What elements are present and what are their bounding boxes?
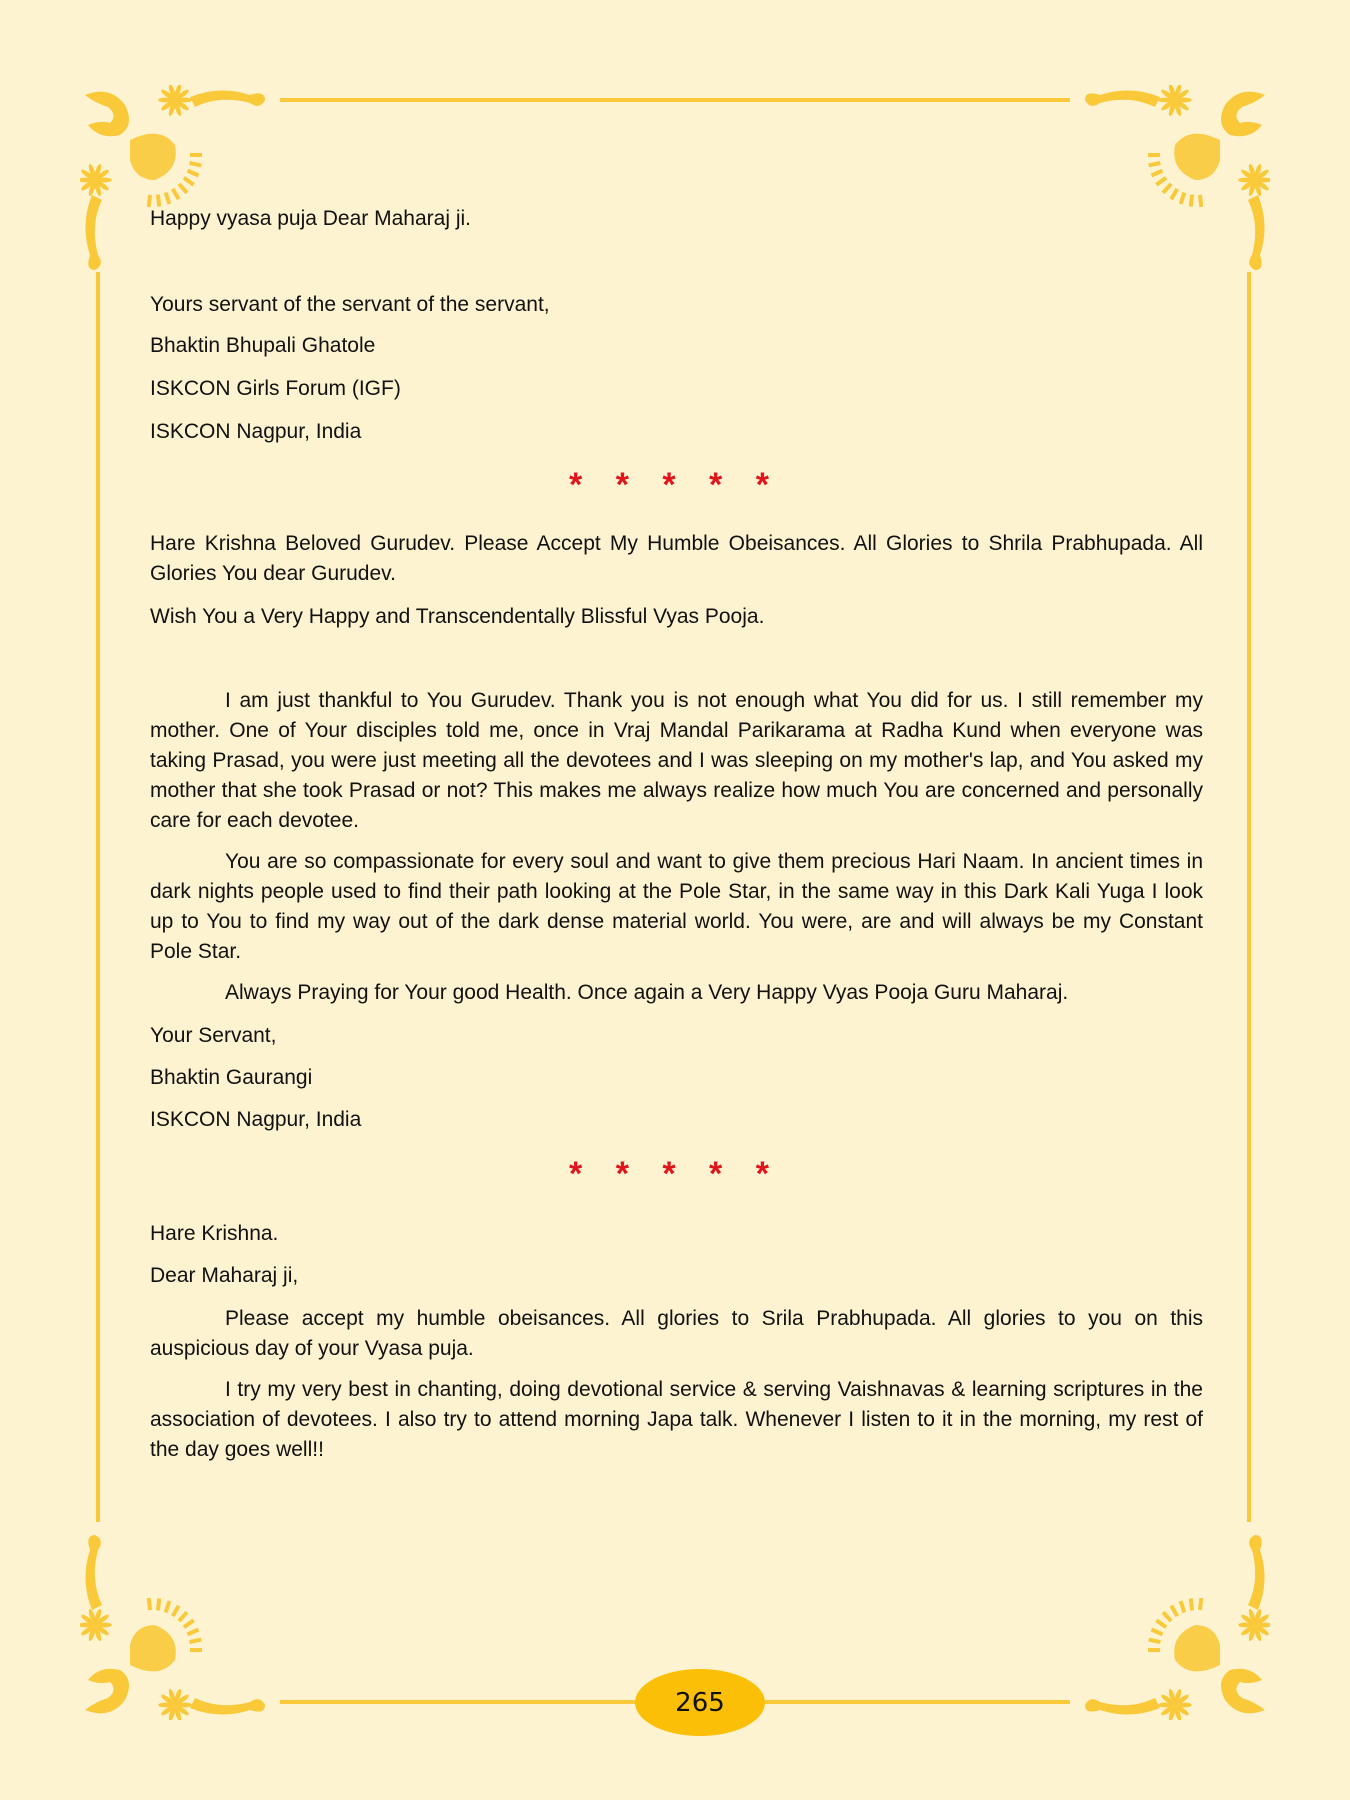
paragraph: You are so compassionate for every soul and want to give them precious Hari Naam. In ancient times in dark nights people used to find their path looking at the Pole Star, in the same way in this Dark Kali Yuga I look up to You to find my way out of the dark dense material world. You were, are and will always be my Constant Pole Star.: [150, 850, 1203, 963]
corner-ornament-icon: [80, 85, 280, 285]
paragraph: I try my very best in chanting, doing devotional service & serving Vaishnavas & learning scriptures in the association of devotees. I also try to attend morning Japa talk. Whenever I listen to it in the morning, my rest of the day goes well!!: [150, 1378, 1203, 1461]
signature-name: Bhaktin Bhupali Ghatole: [150, 334, 376, 357]
page-number: [635, 1669, 765, 1736]
paragraph: I am just thankful to You Gurudev. Thank you is not enough what You did for us. I still remember my mother. One of Your disciples told me, once in Vraj Mandal Parikarama at Radha Kund when everyone was taking Prasad, you were just meeting all the devotees and I was sleeping on my mother's lap, and You asked my mother that she took Prasad or not? This makes me always realize how much You are concerned and personally care for each devotee.: [150, 689, 1203, 832]
border-left: [96, 272, 100, 1522]
signature-place: ISKCON Nagpur, India: [150, 420, 362, 443]
closing: Your Servant,: [150, 1024, 277, 1047]
corner-ornament-icon: [80, 1520, 280, 1720]
opening: Hare Krishna Beloved Gurudev. Please Accept My Humble Obeisances. All Glories to Shrila Prabhupada. All Glories You dear Gurudev.: [150, 532, 1203, 585]
paragraph: Please accept my humble obeisances. All glories to Srila Prabhupada. All glories to you on this auspicious day of your Vyasa puja.: [150, 1307, 1203, 1360]
separator-stars: * * * * *: [569, 466, 781, 504]
greeting: Happy vyasa puja Dear Maharaj ji.: [150, 207, 471, 230]
paragraph: Always Praying for Your good Health. Once again a Very Happy Vyas Pooja Guru Maharaj.: [225, 981, 1069, 1004]
signature-name: Bhaktin Gaurangi: [150, 1066, 313, 1089]
corner-ornament-icon: [1070, 85, 1270, 285]
signature-org: ISKCON Girls Forum (IGF): [150, 377, 401, 400]
border-top: [280, 98, 1070, 102]
corner-ornament-icon: [1070, 1520, 1270, 1720]
signature-place: ISKCON Nagpur, India: [150, 1108, 362, 1131]
border-right: [1247, 272, 1251, 1522]
closing: Yours servant of the servant of the servant,: [150, 293, 550, 316]
page-number-text: 265: [675, 1687, 725, 1718]
wish: Wish You a Very Happy and Transcendentally Blissful Vyas Pooja.: [150, 605, 765, 628]
separator-stars: * * * * *: [569, 1155, 781, 1193]
opening: Hare Krishna.: [150, 1222, 279, 1245]
salutation: Dear Maharaj ji,: [150, 1264, 299, 1287]
